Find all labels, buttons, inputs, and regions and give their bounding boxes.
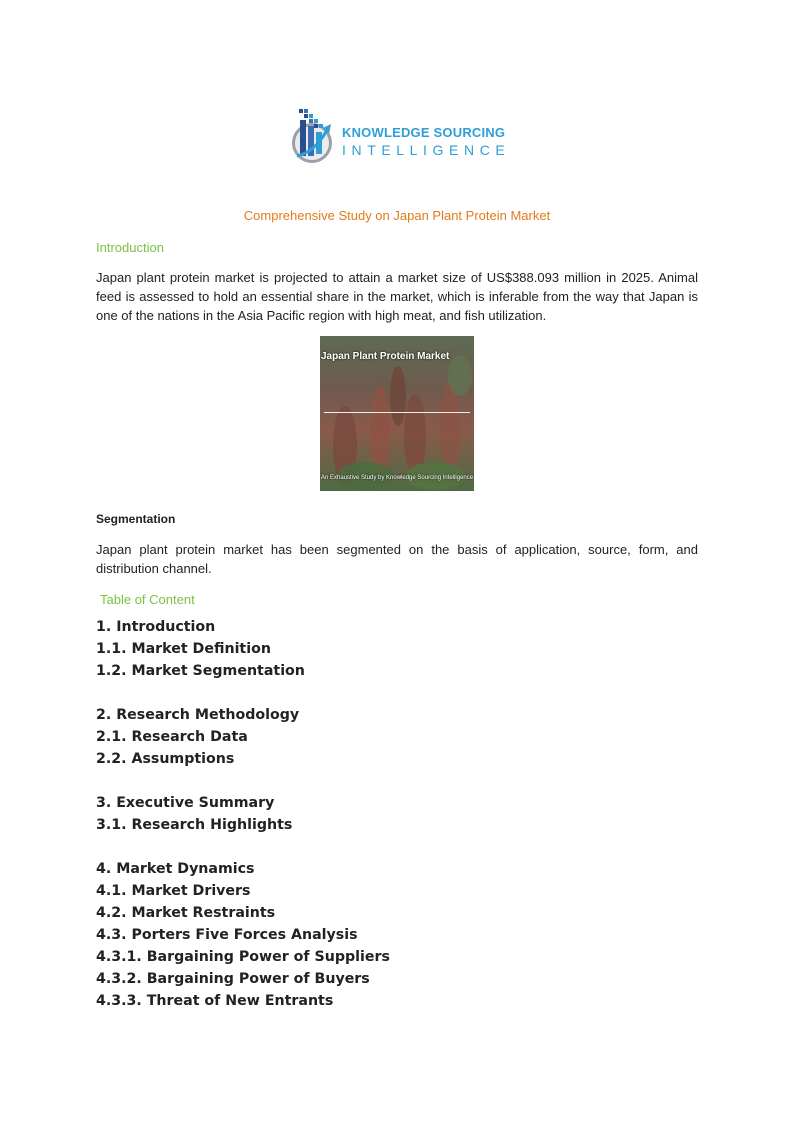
segmentation-paragraph: Japan plant protein market has been segmented on the basis of application, source, form, and distribution channel.	[96, 542, 698, 576]
cover-title: Japan Plant Protein Market	[321, 351, 450, 362]
toc-item: 3.1. Research Highlights	[96, 817, 293, 833]
toc-item: 4.3. Porters Five Forces Analysis	[96, 927, 358, 943]
toc-item: 4. Market Dynamics	[96, 861, 255, 877]
toc-item: 4.3.2. Bargaining Power of Buyers	[96, 971, 370, 987]
toc-item: 1. Introduction	[96, 619, 216, 635]
toc-item: 2.2. Assumptions	[96, 751, 235, 767]
toc-item: 4.2. Market Restraints	[96, 905, 276, 921]
segmentation-heading: Segmentation	[96, 512, 176, 526]
toc-item: 2.1. Research Data	[96, 729, 248, 745]
logo-line-1: KNOWLEDGE SOURCING	[342, 125, 506, 140]
toc-item: 1.2. Market Segmentation	[96, 663, 305, 679]
document-title: Comprehensive Study on Japan Plant Protein Market	[243, 208, 551, 223]
logo-emblem-icon	[291, 106, 341, 166]
toc-item: 3. Executive Summary	[96, 795, 275, 811]
cover-divider	[324, 412, 470, 413]
cover-subtitle: An Exhaustive Study by Knowledge Sourcing Intelligence	[321, 475, 474, 481]
toc-item: 4.1. Market Drivers	[96, 883, 251, 899]
introduction-heading: Introduction	[96, 240, 164, 255]
toc-item: 2. Research Methodology	[96, 707, 300, 723]
introduction-paragraph: Japan plant protein market is projected to attain a market size of US$388.093 million in 2025. Animal feed is assessed to hold an essential share in the market, which is inferable from the way that Japan is one of the nations in the Asia Pacific region with high meat, and fish utilization.	[96, 270, 698, 323]
toc-item: 4.3.1. Bargaining Power of Suppliers	[96, 949, 390, 965]
toc-item: 4.3.3. Threat of New Entrants	[96, 993, 334, 1009]
company-logo	[291, 106, 511, 166]
toc-heading: Table of Content	[100, 592, 195, 607]
toc-item: 1.1. Market Definition	[96, 641, 271, 657]
report-cover-image	[320, 336, 474, 491]
logo-line-2: INTELLIGENCE	[342, 142, 511, 158]
